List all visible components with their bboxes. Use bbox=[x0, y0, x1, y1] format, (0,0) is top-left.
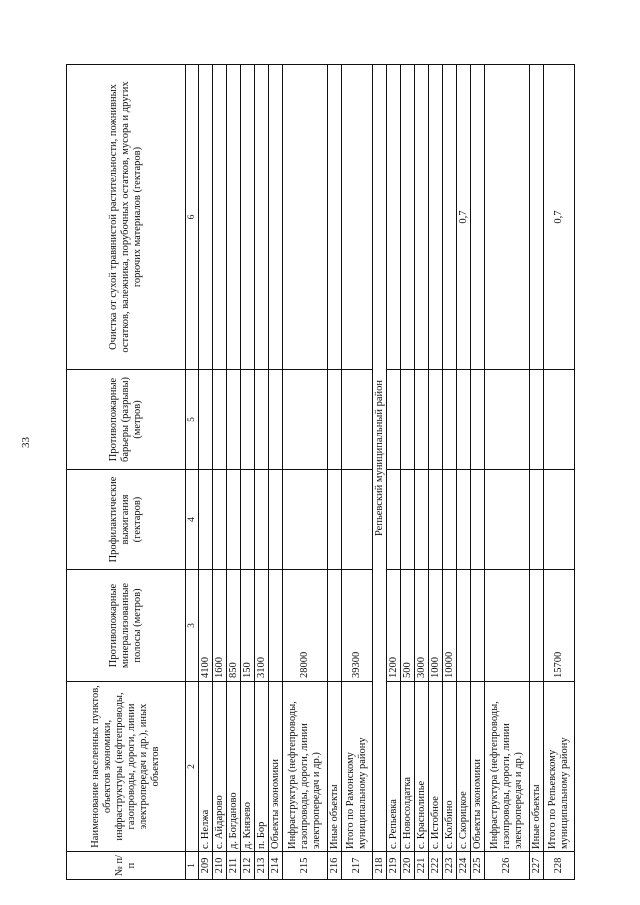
barriers-value bbox=[443, 370, 457, 470]
barriers-value bbox=[429, 370, 443, 470]
mineral-strips-value bbox=[485, 570, 530, 682]
cleaning-value bbox=[241, 65, 255, 370]
cleaning-value: 0,7 bbox=[457, 65, 471, 370]
table-row bbox=[485, 65, 530, 880]
row-name: с. Скорицкое bbox=[457, 682, 471, 852]
cleaning-value bbox=[401, 65, 415, 370]
barriers-value bbox=[415, 370, 429, 470]
barriers-value bbox=[227, 370, 241, 470]
mineral-strips-value: 3000 bbox=[415, 570, 429, 682]
table-row bbox=[387, 65, 401, 880]
column-number-row bbox=[186, 65, 199, 880]
column-number: 6 bbox=[186, 65, 199, 370]
table-row bbox=[429, 65, 443, 880]
mineral-strips-value: 28000 bbox=[283, 570, 328, 682]
cleaning-value bbox=[283, 65, 328, 370]
burning-value bbox=[241, 470, 255, 570]
mineral-strips-value: 1600 bbox=[213, 570, 227, 682]
cleaning-value bbox=[199, 65, 213, 370]
burning-value bbox=[530, 470, 544, 570]
mineral-strips-value: 39300 bbox=[342, 570, 373, 682]
row-number: 213 bbox=[255, 852, 269, 880]
header-barriers: Противопожарные барьеры (разрывы) (метров) bbox=[67, 370, 186, 470]
cleaning-value bbox=[269, 65, 283, 370]
cleaning-value bbox=[342, 65, 373, 370]
row-number: 228 bbox=[544, 852, 575, 880]
mineral-strips-value: 3100 bbox=[255, 570, 269, 682]
row-name: Объекты экономики bbox=[471, 682, 485, 852]
row-number: 215 bbox=[283, 852, 328, 880]
row-number: 210 bbox=[213, 852, 227, 880]
row-name: Объекты экономики bbox=[269, 682, 283, 852]
table-row bbox=[530, 65, 544, 880]
header-burning: Профилактические выжигания (гектаров) bbox=[67, 470, 186, 570]
mineral-strips-value: 850 bbox=[227, 570, 241, 682]
row-name: Иные объекты bbox=[328, 682, 342, 852]
row-number: 222 bbox=[429, 852, 443, 880]
row-name: Итого по Репьевскому муниципальному району bbox=[544, 682, 575, 852]
table-row bbox=[342, 65, 373, 880]
table-row bbox=[328, 65, 342, 880]
mineral-strips-value bbox=[471, 570, 485, 682]
cleaning-value bbox=[471, 65, 485, 370]
row-number: 212 bbox=[241, 852, 255, 880]
row-number: 220 bbox=[401, 852, 415, 880]
row-number: 214 bbox=[269, 852, 283, 880]
rotated-table-wrapper bbox=[66, 65, 633, 880]
table-row bbox=[415, 65, 429, 880]
barriers-value bbox=[544, 370, 575, 470]
header-cleaning: Очистка от сухой травянистой растительности, пожнивных остатков, валежника, порубочных остатков, мусора и других горючих материалов (гектаров) bbox=[67, 65, 186, 370]
barriers-value bbox=[269, 370, 283, 470]
mineral-strips-value: 150 bbox=[241, 570, 255, 682]
barriers-value bbox=[213, 370, 227, 470]
cleaning-value bbox=[255, 65, 269, 370]
barriers-value bbox=[283, 370, 328, 470]
mineral-strips-value bbox=[457, 570, 471, 682]
row-name: д. Князево bbox=[241, 682, 255, 852]
barriers-value bbox=[241, 370, 255, 470]
mineral-strips-value: 10000 bbox=[443, 570, 457, 682]
burning-value bbox=[342, 470, 373, 570]
row-name: с. Новосолдатка bbox=[401, 682, 415, 852]
burning-value bbox=[443, 470, 457, 570]
column-number: 5 bbox=[186, 370, 199, 470]
table-row bbox=[227, 65, 241, 880]
header-mineral-strips: Противопожарные минерализованные полосы (метров) bbox=[67, 570, 186, 682]
burning-value bbox=[283, 470, 328, 570]
burning-value bbox=[328, 470, 342, 570]
row-number: 223 bbox=[443, 852, 457, 880]
row-name: с. Колбино bbox=[443, 682, 457, 852]
table-row bbox=[401, 65, 415, 880]
table-row bbox=[199, 65, 213, 880]
mineral-strips-value: 15700 bbox=[544, 570, 575, 682]
cleaning-value bbox=[485, 65, 530, 370]
burning-value bbox=[227, 470, 241, 570]
row-name: с. Нелжа bbox=[199, 682, 213, 852]
cleaning-value bbox=[213, 65, 227, 370]
burning-value bbox=[457, 470, 471, 570]
table-row bbox=[241, 65, 255, 880]
section-title: Репьевский муниципальный район bbox=[373, 65, 387, 852]
cleaning-value bbox=[443, 65, 457, 370]
header-number: № п/п bbox=[67, 852, 186, 880]
cleaning-value bbox=[227, 65, 241, 370]
row-number: 225 bbox=[471, 852, 485, 880]
cleaning-value: 0,7 bbox=[544, 65, 575, 370]
burning-value bbox=[544, 470, 575, 570]
table-row bbox=[213, 65, 227, 880]
column-number: 2 bbox=[186, 682, 199, 852]
row-name: п. Бор bbox=[255, 682, 269, 852]
cleaning-value bbox=[530, 65, 544, 370]
table-row bbox=[457, 65, 471, 880]
row-name: Итого по Рамонскому муниципальному району bbox=[342, 682, 373, 852]
column-number: 3 bbox=[186, 570, 199, 682]
row-number: 216 bbox=[328, 852, 342, 880]
burning-value bbox=[213, 470, 227, 570]
row-number: 209 bbox=[199, 852, 213, 880]
row-number: 224 bbox=[457, 852, 471, 880]
fire-prevention-table bbox=[66, 64, 575, 880]
row-number: 221 bbox=[415, 852, 429, 880]
barriers-value bbox=[255, 370, 269, 470]
barriers-value bbox=[530, 370, 544, 470]
cleaning-value bbox=[387, 65, 401, 370]
table-row bbox=[544, 65, 575, 880]
row-name: д. Богданово bbox=[227, 682, 241, 852]
burning-value bbox=[485, 470, 530, 570]
mineral-strips-value: 4100 bbox=[199, 570, 213, 682]
mineral-strips-value: 500 bbox=[401, 570, 415, 682]
barriers-value bbox=[457, 370, 471, 470]
table-row bbox=[255, 65, 269, 880]
row-name: Инфраструктура (нефтепроводы, газопроводы, дороги, линии электропередач и др.) bbox=[283, 682, 328, 852]
mineral-strips-value: 1200 bbox=[387, 570, 401, 682]
mineral-strips-value bbox=[530, 570, 544, 682]
table-row bbox=[269, 65, 283, 880]
row-number: 217 bbox=[342, 852, 373, 880]
barriers-value bbox=[471, 370, 485, 470]
cleaning-value bbox=[328, 65, 342, 370]
table-row bbox=[373, 65, 387, 880]
burning-value bbox=[199, 470, 213, 570]
table-row bbox=[283, 65, 328, 880]
burning-value bbox=[401, 470, 415, 570]
row-number: 226 bbox=[485, 852, 530, 880]
row-name: Инфраструктура (нефтепроводы, газопроводы, дороги, линии электропередач и др.) bbox=[485, 682, 530, 852]
barriers-value bbox=[328, 370, 342, 470]
barriers-value bbox=[401, 370, 415, 470]
column-number: 4 bbox=[186, 470, 199, 570]
burning-value bbox=[415, 470, 429, 570]
barriers-value bbox=[387, 370, 401, 470]
row-name: с. Репьевка bbox=[387, 682, 401, 852]
cleaning-value bbox=[415, 65, 429, 370]
table-body bbox=[199, 65, 575, 880]
row-name: с. Айдарово bbox=[213, 682, 227, 852]
cleaning-value bbox=[429, 65, 443, 370]
barriers-value bbox=[199, 370, 213, 470]
mineral-strips-value bbox=[328, 570, 342, 682]
row-number: 211 bbox=[227, 852, 241, 880]
column-number: 1 bbox=[186, 852, 199, 880]
page-number: 33 bbox=[20, 437, 32, 448]
burning-value bbox=[255, 470, 269, 570]
burning-value bbox=[269, 470, 283, 570]
header-row bbox=[67, 65, 186, 880]
mineral-strips-value bbox=[269, 570, 283, 682]
row-name: с. Истобное bbox=[429, 682, 443, 852]
barriers-value bbox=[342, 370, 373, 470]
burning-value bbox=[471, 470, 485, 570]
row-number: 218 bbox=[373, 852, 387, 880]
burning-value bbox=[429, 470, 443, 570]
table-row bbox=[443, 65, 457, 880]
row-number: 227 bbox=[530, 852, 544, 880]
header-name: Наименование населенных пунктов, объектов экономики, инфраструктуры (нефтепроводы, газопроводы, дороги, линии электропередач и др.), иных объектов bbox=[67, 682, 186, 852]
row-name: с. Краснолипье bbox=[415, 682, 429, 852]
row-number: 219 bbox=[387, 852, 401, 880]
burning-value bbox=[387, 470, 401, 570]
table-row bbox=[471, 65, 485, 880]
mineral-strips-value: 1000 bbox=[429, 570, 443, 682]
row-name: Иные объекты bbox=[530, 682, 544, 852]
barriers-value bbox=[485, 370, 530, 470]
